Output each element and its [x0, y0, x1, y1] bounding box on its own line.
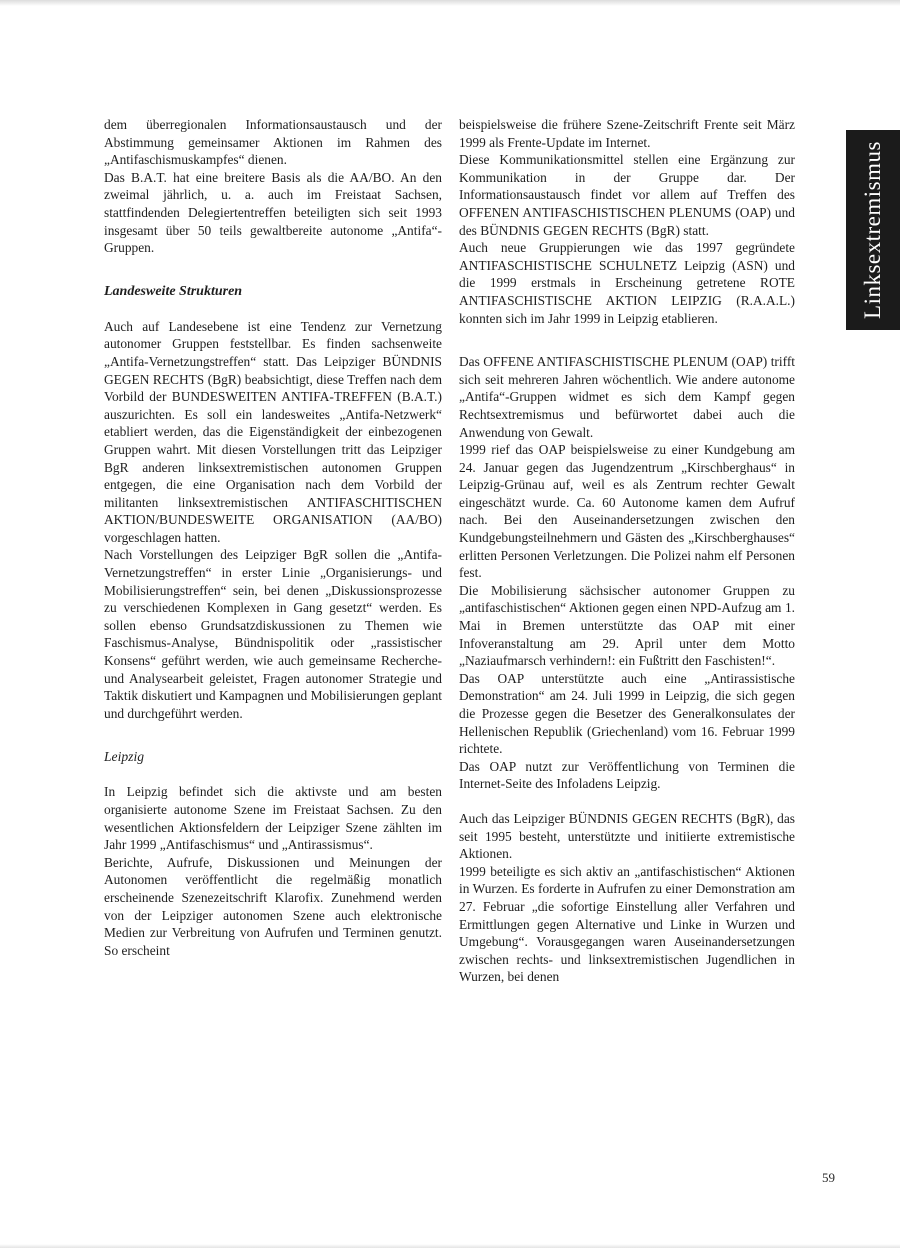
heading-landesweite-strukturen: Landesweite Strukturen: [104, 283, 243, 299]
left-column: [104, 116, 442, 959]
right-paragraph-4: Das OFFENE ANTIFASCHISTISCHE PLENUM (OAP) trifft sich seit mehreren Jahren wöchentlich. Wie andere autonome „Antifa“-Gruppen widmet es sich dem Kampf gegen Rechtsextremismus und befürwortet dabei auch die Anwendung von Gewalt.: [459, 354, 795, 440]
section-sidebar-label: Linksextremismus: [860, 141, 885, 319]
section-sidebar-tab: [846, 130, 900, 330]
right-paragraph-1: beispielsweise die frühere Szene-Zeitschrift Frente seit März 1999 als Frente-Update im Internet.: [459, 117, 795, 150]
right-column: [459, 116, 795, 986]
right-paragraph-9: Auch das Leipziger BÜNDNIS GEGEN RECHTS (BgR), das seit 1995 besteht, unterstützte und initiierte extremistische Aktionen.: [459, 810, 795, 862]
heading-leipzig: Leipzig: [104, 749, 145, 765]
right-paragraph-2: Diese Kommunikationsmittel stellen eine Ergänzung zur Kommunikation in der Gruppe dar. Der Informationsaustausch findet vor allem auf Treffen des OFFENEN ANTIFASCHISTISCHEN PLENUMS (OAP) und des BÜNDNIS GEGEN RECHTS (BgR) statt.: [459, 152, 795, 238]
scan-edge-top: [0, 0, 900, 6]
right-paragraph-10: 1999 beteiligte es sich aktiv an „antifaschistischen“ Aktionen in Wurzen. Es forderte in Aufrufen zu einer Demonstration am 27. Februar „die sofortige Einstellung aller Verfahren und Ermittlungen gegen Alternative und Linke in Wurzen und Umgebung“. Vorausgegangen waren Auseinandersetzungen zwischen rechts- und linksextremistischen Jugendlichen in Wurzen, bei denen: [459, 863, 795, 985]
right-paragraph-3: Auch neue Gruppierungen wie das 1997 gegründete ANTIFASCHISTISCHE SCHULNETZ Leipzig (ASN) und die 1999 erstmals in Erscheinung getretene ROTE ANTIFASCHISTISCHE AKTION LEIPZIG (R.A.A.L.) konnten sich im Jahr 1999 in Leipzig etablieren.: [459, 240, 795, 326]
right-paragraph-7: Das OAP unterstützte auch eine „Antirassistische Demonstration“ am 24. Juli 1999 in Leipzig, die sich gegen die Prozesse gegen die Besetzer des Generalkonsulates der Hellenischen Republik (Griechenland) vom 16. Februar 1999 richtete.: [459, 670, 795, 757]
right-paragraph-8: Das OAP nutzt zur Veröffentlichung von Terminen die Internet-Seite des Infoladens Leipzig.: [459, 758, 795, 792]
left-paragraph-5: In Leipzig befindet sich die aktivste und am besten organisierte autonome Szene im Freistaat Sachsen. Zu den wesentlichen Aktionsfeldern der Leipziger Szene zählten im Jahr 1999 „Antifaschismus“ und „Antirassismus“.: [104, 784, 442, 853]
right-paragraph-6: Die Mobilisierung sächsischer autonomer Gruppen zu „antifaschistischen“ Aktionen gegen einen NPD-Aufzug am 1. Mai in Bremen unterstützte das OAP mit einer Infoveranstaltung am 29. April unter dem Motto „Naziaufmarsch verhindern!: ein Fußtritt den Faschisten!“.: [459, 582, 795, 669]
page-number: 59: [822, 1170, 835, 1185]
left-paragraph-1: dem überregionalen Informationsaustausch und der Abstimmung gemeinsamer Aktionen im Rahmen des „Antifaschismuskampfes“ dienen.: [104, 117, 442, 168]
left-paragraph-3: Auch auf Landesebene ist eine Tendenz zur Vernetzung autonomer Gruppen feststellbar. Es finden sachsenweite „Antifa-Vernetzungstreffen“ statt. Das Leipziger BÜNDNIS GEGEN RECHTS (BgR) beabsichtigt, diese Treffen nach dem Vorbild der BUNDESWEITEN ANTIFA-TREFFEN (B.A.T.) auszurichten. Es soll ein landesweites „Antifa-Netzwerk“ etabliert werden, das die Eigenständigkeit der einbezogenen Gruppen wahrt. Mit diesen Vorstellungen tritt das Leipziger BgR anderen linksextremistischen autonomen Gruppen entgegen, die eine Organisation nach dem Vorbild der militanten linksextremistischen ANTIFASCHITISCHEN AKTION/BUNDESWEITE ORGANISATION (AA/BO) vorgeschlagen hatten.: [104, 318, 442, 545]
scan-edge-bottom: [0, 1244, 900, 1248]
left-paragraph-4: Nach Vorstellungen des Leipziger BgR sollen die „Antifa-Vernetzungstreffen“ in erster Linie „Organisierungs- und Mobilisierungstreffen“ sein, bei denen „Diskussionsprozesse zu verschiedenen Komplexen in Gang gesetzt“ werden. Es sollen ebenso Grundsatzdiskussionen zu Themen wie Faschismus-Analyse, Bündnispolitik oder „rassistischer Konsens“ geführt werden, wie auch gemeinsame Recherche- und Analysearbeit geleistet, Fragen autonomer Strategie und Taktik diskutiert und Kampagnen und Mobilisierungen geplant und durchgeführt werden.: [104, 547, 442, 721]
left-paragraph-2: Das B.A.T. hat eine breitere Basis als die AA/BO. An den zweimal jährlich, u. a. auch im Freistaat Sachsen, stattfindenden Delegiertentreffen beteiligten sich seit 1993 insgesamt über 50 teils gewaltbereite autonome „Antifa“-Gruppen.: [104, 169, 442, 256]
left-paragraph-6: Berichte, Aufrufe, Diskussionen und Meinungen der Autonomen veröffentlicht die regelmäßig monatlich erscheinende Szenezeitschrift Klarofix. Zunehmend werden von der Leipziger autonomen Szene auch elektronische Medien zur Verbreitung von Aufrufen und Terminen genutzt. So erscheint: [104, 854, 442, 958]
right-paragraph-5: 1999 rief das OAP beispielsweise zu einer Kundgebung am 24. Januar gegen das Jugendzentrum „Kirschberghaus“ in Leipzig-Grünau auf, weil es als Zentrum rechter Gewalt eingeschätzt wurde. Ca. 60 Autonome kamen dem Aufruf nach. Bei den Auseinandersetzungen zwischen den Kundgebungsteilnehmern und Gästen des „Kirschberghauses“ erlitten Personen Verletzungen. Die Polizei nahm elf Personen fest.: [459, 442, 795, 581]
